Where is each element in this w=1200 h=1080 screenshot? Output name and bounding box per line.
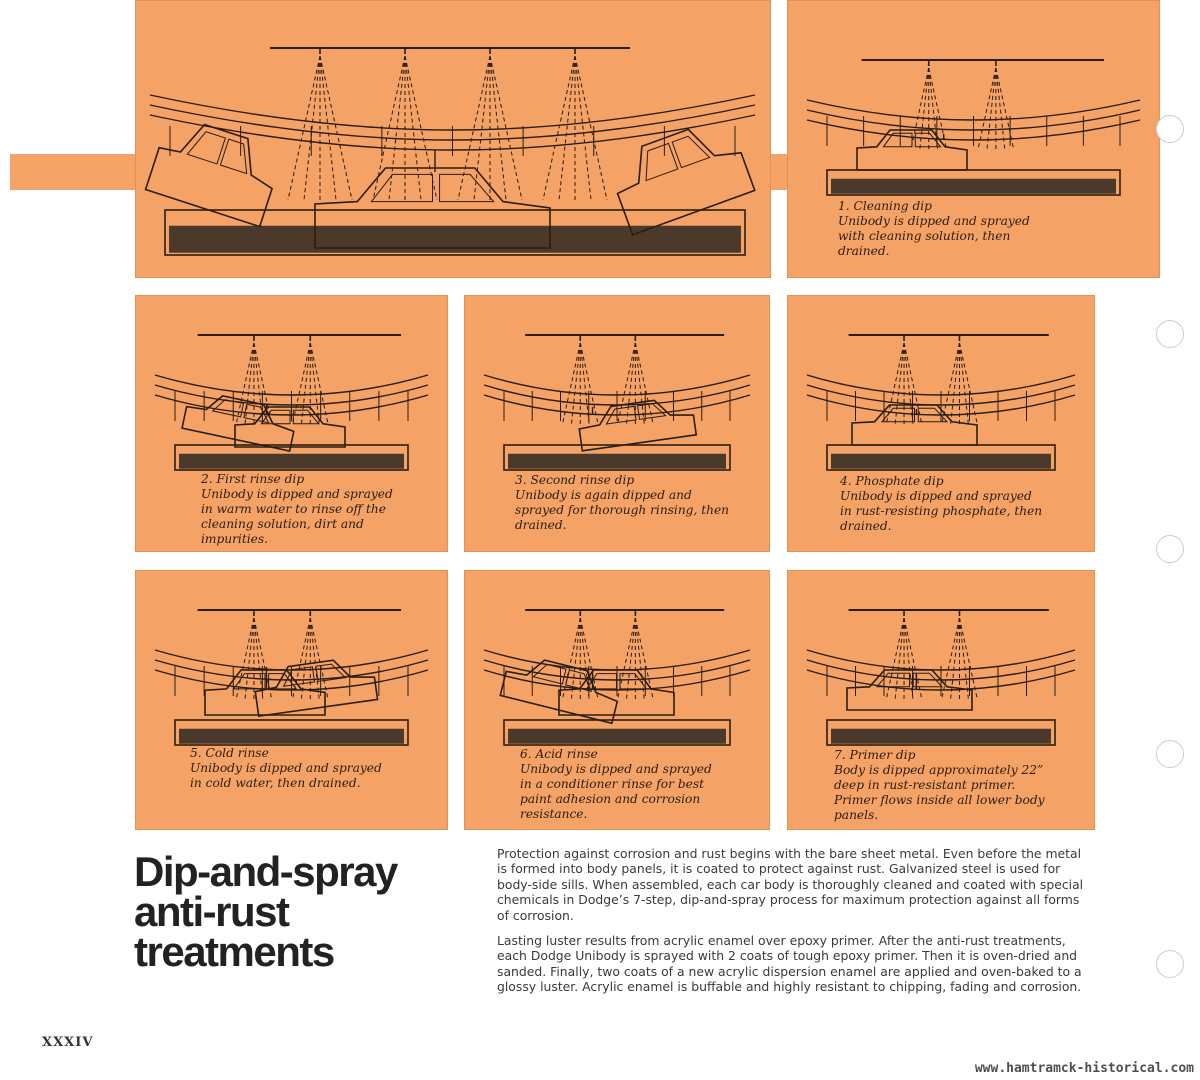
spray-jet bbox=[626, 618, 635, 700]
binder-hole bbox=[1156, 950, 1184, 978]
site-watermark: www.hamtramck-historical.com bbox=[974, 1061, 1194, 1076]
step-panel-6 bbox=[464, 570, 770, 830]
step-7-line: deep in rust-resistant primer. bbox=[834, 778, 1016, 792]
step-2-title: 2. First rinse dip bbox=[201, 472, 305, 486]
spray-jet bbox=[580, 343, 589, 425]
step-3-title: 3. Second rinse dip bbox=[515, 473, 635, 487]
car-body-outline bbox=[500, 652, 622, 723]
step-panel-3 bbox=[464, 295, 770, 552]
step-6-line: resistance. bbox=[520, 807, 588, 821]
step-4-title: 4. Phosphate dip bbox=[840, 474, 944, 488]
spray-jet bbox=[950, 343, 959, 425]
step-2-caption bbox=[201, 472, 441, 547]
dip-tank-illustration bbox=[135, 0, 771, 278]
step-2-line: cleaning solution, dirt and bbox=[201, 517, 364, 531]
spray-jet bbox=[254, 343, 263, 425]
step-2-line: impurities. bbox=[201, 532, 268, 546]
step-4-line: drained. bbox=[840, 519, 892, 533]
spray-jet bbox=[904, 618, 922, 700]
headline-line: anti-rust bbox=[134, 888, 289, 935]
car-body-outline bbox=[205, 670, 325, 715]
spray-jet bbox=[310, 618, 319, 700]
step-6-line: paint adhesion and corrosion bbox=[520, 792, 701, 806]
step-2-line: in warm water to rinse off the bbox=[201, 502, 386, 516]
spray-jet bbox=[904, 618, 913, 700]
tank-liquid bbox=[179, 454, 404, 469]
spray-jet bbox=[904, 343, 922, 425]
step-6-title: 6. Acid rinse bbox=[520, 747, 598, 761]
spray-jet bbox=[301, 618, 310, 700]
binder-hole bbox=[1156, 320, 1184, 348]
car-body-outline bbox=[852, 405, 977, 445]
step-3-line: drained. bbox=[515, 518, 567, 532]
step-5-illustration bbox=[135, 570, 448, 830]
step-5-caption bbox=[190, 746, 430, 791]
step-panel-5 bbox=[135, 570, 448, 830]
spray-jet bbox=[292, 343, 310, 425]
spray-jet bbox=[996, 68, 1014, 150]
spray-jet bbox=[959, 618, 968, 700]
body-paragraph: Lasting luster results from acrylic enamel over epoxy primer. After the anti-rust treatments, each Dodge Unibody is sprayed with 2 coats of tough epoxy primer. Then it is oven-dried and sanded. Finally, two coats of a new acrylic dispersion enamel are applied and oven-baked to a glossy luster. Acrylic enamel is buffable and highly resistant to chipping, fading and corrosion. bbox=[497, 933, 1082, 995]
spray-jet bbox=[959, 618, 977, 700]
spray-jet bbox=[254, 618, 272, 700]
step-6-caption bbox=[520, 747, 760, 822]
car-body-outline bbox=[857, 130, 967, 170]
spray-jet bbox=[301, 343, 310, 425]
step-5-line: in cold water, then drained. bbox=[190, 776, 361, 790]
step-1-line: drained. bbox=[838, 244, 890, 258]
tank-liquid bbox=[508, 729, 726, 744]
binder-hole bbox=[1156, 740, 1184, 768]
step-3-line: sprayed for thorough rinsing, then bbox=[515, 503, 730, 517]
step-1-line: Unibody is dipped and sprayed bbox=[838, 214, 1030, 228]
spray-jet bbox=[474, 56, 490, 200]
step-6-line: in a conditioner rinse for best bbox=[520, 777, 704, 791]
page-headline bbox=[134, 848, 434, 975]
tank-liquid bbox=[831, 179, 1116, 194]
step-panel-1 bbox=[787, 0, 1160, 278]
page-number: XXXIV bbox=[42, 1035, 94, 1050]
body-paragraph: Protection against corrosion and rust begins with the bare sheet metal. Even before the metal is formed into body panels, it is coated to protect against rust. Galvanized steel is used for body-side sills. When assembled, each car body is thoroughly cleaned and coated with special chemicals in Dodge’s 7-step, dip-and-spray process for maximum protection against all forms of corrosion. bbox=[497, 846, 1084, 923]
conveyor-rail bbox=[150, 95, 755, 130]
spray-jet bbox=[304, 56, 320, 200]
car-body-outline bbox=[577, 395, 696, 451]
body-copy bbox=[497, 846, 1089, 1005]
step-1-title: 1. Cleaning dip bbox=[838, 199, 932, 213]
step-6-line: Unibody is dipped and sprayed bbox=[520, 762, 712, 776]
spray-jet bbox=[987, 68, 996, 150]
spray-jet bbox=[254, 618, 263, 700]
step-7-line: Body is dipped approximately 22” bbox=[834, 763, 1044, 777]
car-body-outline bbox=[605, 115, 755, 235]
step-3-caption bbox=[515, 473, 760, 533]
step-1-caption bbox=[838, 199, 1138, 259]
step-7-line: panels. bbox=[834, 808, 879, 822]
spray-jet bbox=[543, 56, 575, 200]
spray-jet bbox=[288, 56, 320, 200]
step-7-line: Primer flows inside all lower body bbox=[834, 793, 1045, 807]
step-1-line: with cleaning solution, then bbox=[838, 229, 1011, 243]
headline-line: treatments bbox=[134, 928, 334, 975]
spray-jet bbox=[904, 343, 913, 425]
binder-hole bbox=[1156, 535, 1184, 563]
step-3-line: Unibody is again dipped and bbox=[515, 488, 692, 502]
spray-jet bbox=[575, 56, 607, 200]
car-body-outline bbox=[182, 389, 298, 451]
step-2-line: Unibody is dipped and sprayed bbox=[201, 487, 393, 501]
spray-jet bbox=[310, 343, 328, 425]
step-5-line: Unibody is dipped and sprayed bbox=[190, 761, 382, 775]
headline-line: Dip-and-spray bbox=[134, 848, 397, 895]
spray-jet bbox=[617, 343, 635, 425]
step-4-caption bbox=[840, 474, 1090, 534]
tank-liquid bbox=[179, 729, 404, 744]
step-4-line: Unibody is dipped and sprayed bbox=[840, 489, 1032, 503]
step-7-caption bbox=[834, 748, 1089, 823]
spray-jet bbox=[310, 618, 328, 700]
spray-jet bbox=[959, 343, 977, 425]
spray-jet bbox=[490, 56, 506, 200]
tank-liquid bbox=[831, 454, 1051, 469]
spray-jet bbox=[580, 618, 598, 700]
spray-jet bbox=[626, 343, 635, 425]
step-panel-4 bbox=[787, 295, 1095, 552]
step-panel-7 bbox=[787, 570, 1095, 830]
binder-hole bbox=[1156, 115, 1184, 143]
hero-illustration-panel bbox=[135, 0, 771, 278]
step-panel-2 bbox=[135, 295, 448, 552]
spray-jet bbox=[978, 68, 996, 150]
spray-jet bbox=[959, 343, 968, 425]
spray-jet bbox=[559, 56, 575, 200]
spray-jet bbox=[575, 56, 591, 200]
spray-jet bbox=[580, 343, 598, 425]
spray-jet bbox=[635, 343, 644, 425]
tank-liquid bbox=[508, 454, 726, 469]
step-5-title: 5. Cold rinse bbox=[190, 746, 269, 760]
spray-jet bbox=[405, 56, 421, 200]
spray-jet bbox=[320, 56, 336, 200]
step-7-title: 7. Primer dip bbox=[834, 748, 916, 762]
tank-liquid bbox=[831, 729, 1051, 744]
spray-jet bbox=[635, 618, 644, 700]
spray-jet bbox=[996, 68, 1005, 150]
spray-jet bbox=[320, 56, 352, 200]
step-4-line: in rust-resisting phosphate, then bbox=[840, 504, 1043, 518]
